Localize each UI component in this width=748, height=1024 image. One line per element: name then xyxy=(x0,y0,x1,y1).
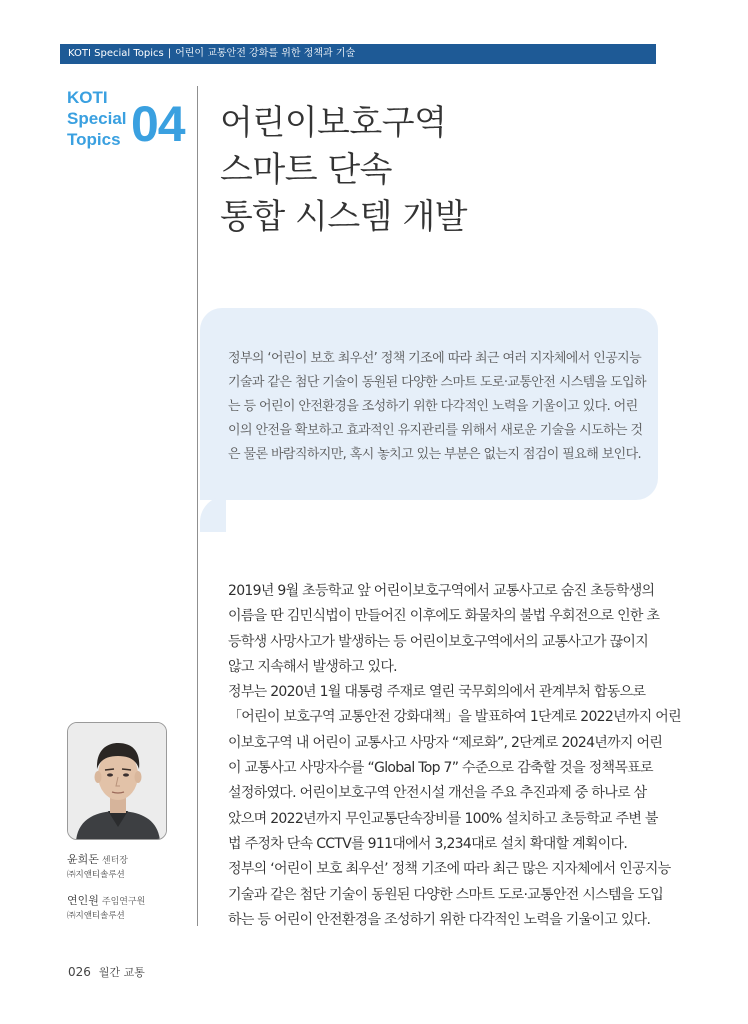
header-subject: 어린이 교통안전 강화를 위한 정책과 기술 xyxy=(175,48,356,59)
text-line: 「어린이 보호구역 교통안전 강화대책」을 발표하여 1단계로 2022년까지 어린 xyxy=(228,709,681,726)
summary-box xyxy=(200,308,658,500)
page-number: 026 xyxy=(68,965,91,979)
author-name-line xyxy=(67,893,197,910)
author-role: 주임연구원 xyxy=(101,897,146,907)
vertical-divider xyxy=(197,86,198,926)
text-line: 이의 안전을 확보하고 효과적인 유지관리를 위해서 새로운 기술을 시도하는 것 xyxy=(228,423,643,438)
koti-label-line: KOTI xyxy=(67,88,108,107)
text-line: 않고 지속해서 발생하고 있다. xyxy=(228,658,397,675)
text-line: 이보호구역 내 어린이 교통사고 사망자 “제로화”, 2단계로 2024년까지 어린 xyxy=(228,734,663,751)
text-line: 등학생 사망사고가 발생하는 등 어린이보호구역에서의 교통사고가 끊이지 xyxy=(228,633,649,650)
article-title xyxy=(220,100,467,241)
header-series: KOTI Special Topics xyxy=(68,48,164,59)
text-line: 정부의 ‘어린이 보호 최우선’ 정책 기조에 따라 최근 많은 지자체에서 인공지능 xyxy=(228,861,671,878)
summary-box-tail xyxy=(200,496,226,532)
title-line: 어린이보호구역 xyxy=(220,103,447,143)
publication-name: 월간 교통 xyxy=(98,966,145,979)
summary-text xyxy=(228,347,646,467)
author-org: ㈜지앤티솔루션 xyxy=(67,870,125,880)
author-role: 센터장 xyxy=(101,856,128,866)
text-line: 기술과 같은 첨단 기술이 동원된 다양한 스마트 도로·교통안전 시스템을 도입 xyxy=(228,886,664,903)
author-portrait-image xyxy=(68,723,167,840)
koti-label-line: Special xyxy=(67,109,127,128)
text-line: 설정하였다. 어린이보호구역 안전시설 개선을 주요 추진과제 중 하나로 삼 xyxy=(228,785,647,802)
page-footer xyxy=(68,964,145,980)
title-line: 통합 시스템 개발 xyxy=(220,197,468,237)
text-line: 정부의 ‘어린이 보호 최우선’ 정책 기조에 따라 최근 여러 지자체에서 인공지능 xyxy=(228,351,642,366)
text-line: 는 등 어린이 안전환경을 조성하기 위한 다각적인 노력을 기울이고 있다. 어린 xyxy=(228,399,638,414)
text-line: 이름을 딴 김민식법이 만들어진 이후에도 화물차의 불법 우회전으로 인한 초 xyxy=(228,608,660,625)
title-line: 스마트 단속 xyxy=(220,150,393,190)
text-line: 정부는 2020년 1월 대통령 주재로 열린 국무회의에서 관계부처 합동으로 xyxy=(228,684,646,701)
author-name: 연인원 xyxy=(67,894,99,907)
header-separator: | xyxy=(167,48,172,59)
text-line: 이 교통사고 사망자수를 “Global Top 7” 수준으로 감축할 것을 정책목표로 xyxy=(228,760,653,777)
topic-number: 04 xyxy=(131,96,185,152)
text-line: 법 주정차 단속 CCTV를 911대에서 3,234대로 설치 확대할 계획이다. xyxy=(228,835,628,852)
author-name: 윤희돈 xyxy=(67,853,99,866)
author-name-line xyxy=(67,852,197,869)
koti-special-topics-label xyxy=(67,87,127,150)
author-photo xyxy=(67,722,167,840)
author-info xyxy=(67,852,197,934)
text-line: 기술과 같은 첨단 기술이 동원된 다양한 스마트 도로·교통안전 시스템을 도입하 xyxy=(228,375,646,390)
koti-label-line: Topics xyxy=(67,130,121,149)
text-line: 2019년 9월 초등학교 앞 어린이보호구역에서 교통사고로 숨진 초등학생의 xyxy=(228,583,655,599)
author-org: ㈜지앤티솔루션 xyxy=(67,911,125,921)
text-line: 하는 등 어린이 안전환경을 조성하기 위한 다각적인 노력을 기울이고 있다. xyxy=(228,911,651,928)
article-body xyxy=(228,579,681,933)
text-line: 았으며 2022년까지 무인교통단속장비를 100% 설치하고 초등학교 주변 불 xyxy=(228,810,658,827)
section-header-bar xyxy=(60,44,656,64)
text-line: 은 물론 바람직하지만, 혹시 놓치고 있는 부분은 없는지 점검이 필요해 보인다. xyxy=(228,447,642,462)
